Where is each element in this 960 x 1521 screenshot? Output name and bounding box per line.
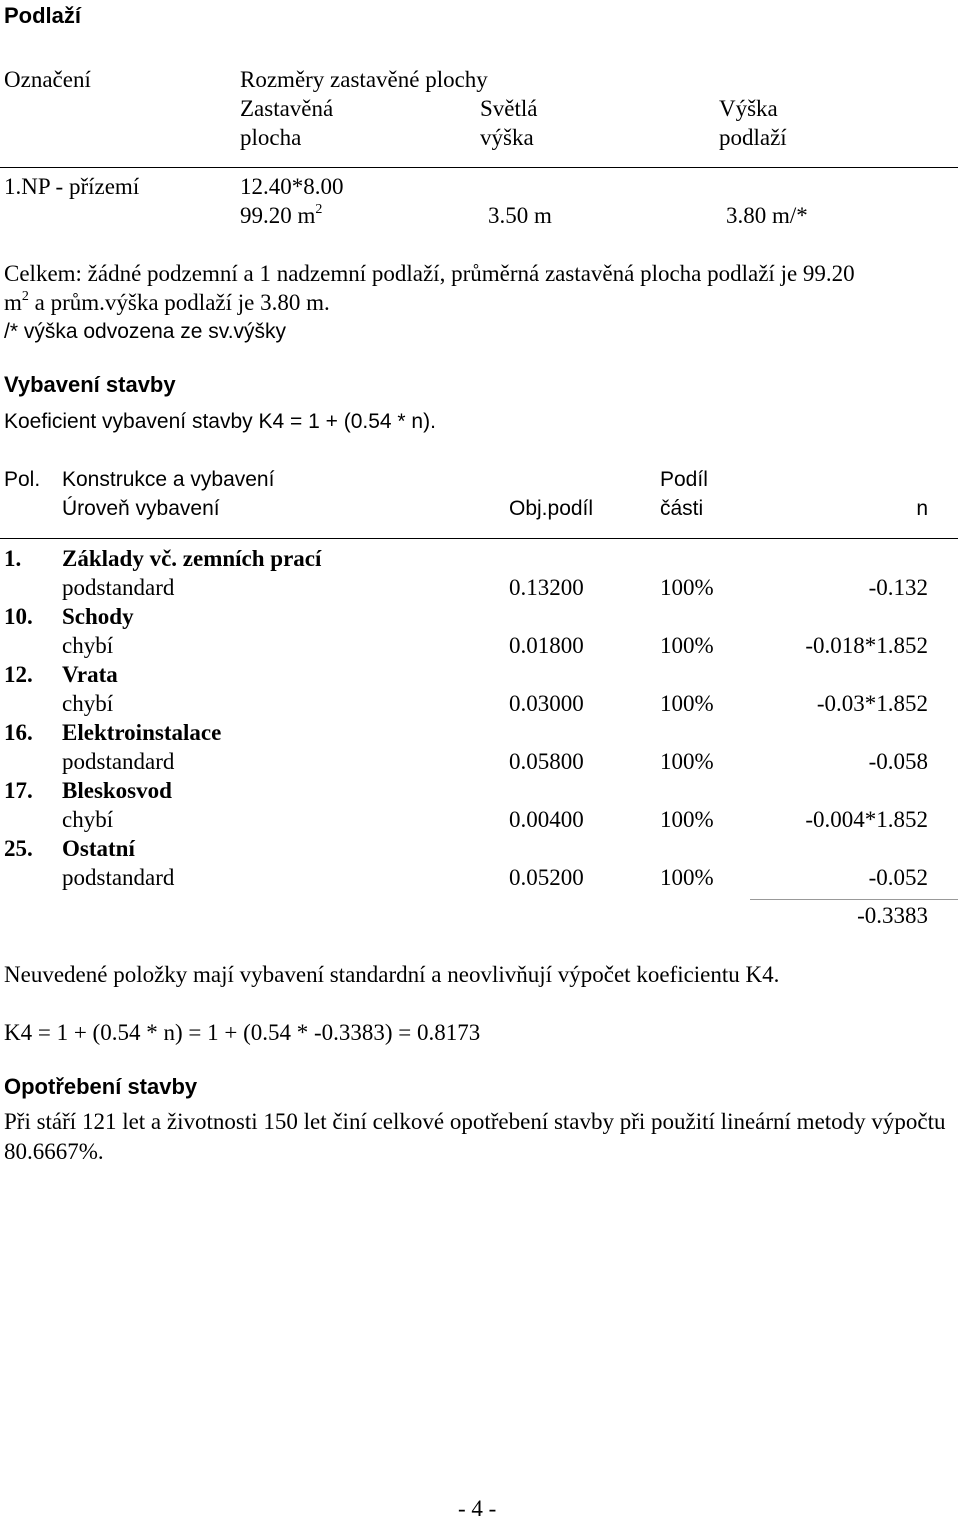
floor-row-label: 1.NP - přízemí	[4, 174, 140, 199]
col-group: Rozměry zastavěné plochy	[240, 67, 488, 92]
item-share: 100%	[660, 691, 714, 716]
floors-heading: Podlaží	[4, 3, 82, 28]
item-name: Ostatní	[62, 836, 135, 861]
floors-header-rule	[0, 167, 958, 168]
item-level: chybí	[62, 807, 114, 832]
item-obj: 0.05800	[509, 749, 584, 774]
col-construction: Konstrukce a vybavení	[62, 468, 275, 491]
page-number: - 4 -	[458, 1496, 497, 1521]
floor-row-floor-height: 3.80 m/*	[726, 203, 808, 228]
col-level: Úroveň vybavení	[62, 497, 220, 520]
item-name: Schody	[62, 604, 134, 629]
item-number: 1.	[4, 546, 22, 571]
item-level: chybí	[62, 691, 114, 716]
col-clear-1: Světlá	[480, 96, 538, 121]
floor-row-area: 99.20 $m^2$	[240, 202, 323, 228]
item-number: 17.	[4, 778, 33, 803]
equipment-footnote: Neuvedené položky mají vybavení standardní a neovlivňují výpočet koeficientu K4.	[4, 962, 780, 987]
col-share-2: části	[660, 497, 704, 520]
item-number: 12.	[4, 662, 33, 687]
item-number: 16.	[4, 720, 33, 745]
floors-summary-line-1: Celkem: žádné podzemní a 1 nadzemní podlaží, průměrná zastavěná plocha podlaží je 99.20	[4, 261, 855, 286]
item-level: podstandard	[62, 575, 175, 600]
equipment-total: -0.3383	[857, 903, 928, 928]
floor-row-dims: 12.40*8.00	[240, 174, 344, 199]
col-share-1: Podíl	[660, 468, 708, 491]
col-height-1: Výška	[719, 96, 778, 121]
col-label: Označení	[4, 67, 91, 92]
item-n: -0.018*1.852	[805, 633, 928, 658]
item-name: Elektroinstalace	[62, 720, 222, 745]
item-name: Základy vč. zemních prací	[62, 546, 322, 571]
col-clear-2: výška	[480, 125, 534, 150]
equipment-formula: K4 = 1 + (0.54 * n) = 1 + (0.54 * -0.3383) = 0.8173	[4, 1020, 481, 1045]
item-number: 10.	[4, 604, 33, 629]
item-obj: 0.13200	[509, 575, 584, 600]
item-n: -0.058	[868, 749, 928, 774]
floor-row-clear-height: 3.50 m	[488, 203, 552, 228]
equipment-coefficient: Koeficient vybavení stavby K4 = 1 + (0.54 * n).	[4, 410, 436, 433]
col-n: n	[916, 497, 928, 520]
col-pol: Pol.	[4, 468, 41, 491]
col-area-1: Zastavěná	[240, 96, 334, 121]
item-share: 100%	[660, 807, 714, 832]
item-n: -0.132	[868, 575, 928, 600]
item-name: Vrata	[62, 662, 118, 687]
item-obj: 0.05200	[509, 865, 584, 890]
item-n: -0.03*1.852	[816, 691, 928, 716]
item-share: 100%	[660, 575, 714, 600]
wear-heading: Opotřebení stavby	[4, 1074, 198, 1099]
item-n: -0.052	[868, 865, 928, 890]
item-obj: 0.01800	[509, 633, 584, 658]
item-share: 100%	[660, 865, 714, 890]
item-level: podstandard	[62, 865, 175, 890]
col-area-2: plocha	[240, 125, 302, 150]
item-obj: 0.03000	[509, 691, 584, 716]
item-obj: 0.00400	[509, 807, 584, 832]
col-height-2: podlaží	[719, 125, 787, 150]
item-share: 100%	[660, 749, 714, 774]
floors-note: /* výška odvozena ze sv.výšky	[4, 320, 287, 343]
equipment-header-rule	[0, 538, 958, 539]
item-name: Bleskosvod	[62, 778, 172, 803]
item-level: chybí	[62, 633, 114, 658]
item-n: -0.004*1.852	[805, 807, 928, 832]
floors-summary-line-2: $m^2$ a prům.výška podlaží je 3.80 m.	[4, 289, 330, 315]
equipment-heading: Vybavení stavby	[4, 372, 176, 397]
item-share: 100%	[660, 633, 714, 658]
item-level: podstandard	[62, 749, 175, 774]
wear-text: Při stáří 121 let a životnosti 150 let činí celkové opotřebení stavby při použití lineární metody výpočtu 80.6667%.	[4, 1109, 946, 1164]
item-number: 25.	[4, 836, 33, 861]
col-obj: Obj.podíl	[509, 497, 594, 520]
total-rule	[750, 899, 958, 900]
